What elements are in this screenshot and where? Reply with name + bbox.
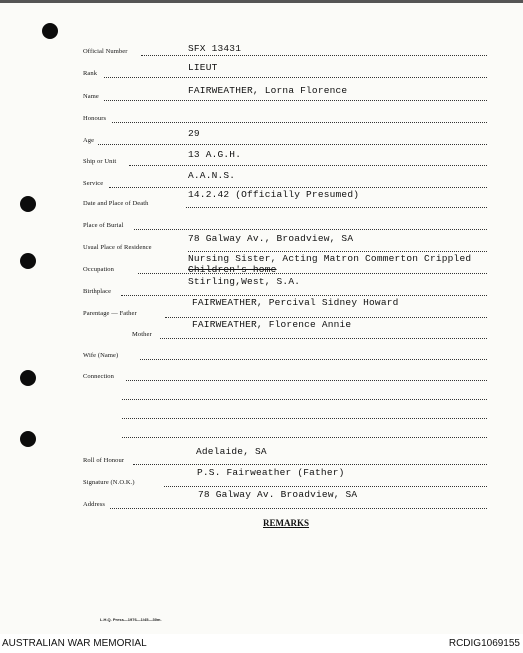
label-usual-residence: Usual Place of Residence bbox=[83, 244, 152, 251]
label-mother: Mother bbox=[132, 331, 152, 338]
value-service: A.A.N.S. bbox=[188, 170, 236, 181]
label-age: Age bbox=[83, 137, 95, 144]
rule-official-number bbox=[141, 55, 487, 56]
punch-hole-4 bbox=[20, 370, 36, 386]
rule-connection-2 bbox=[122, 399, 487, 400]
label-date-place-death: Date and Place of Death bbox=[83, 200, 149, 207]
label-service: Service bbox=[83, 180, 104, 187]
rule-honours bbox=[112, 122, 487, 123]
footer-institution: AUSTRALIAN WAR MEMORIAL bbox=[2, 638, 147, 649]
label-address: Address bbox=[83, 501, 106, 508]
punch-hole-1 bbox=[42, 23, 58, 39]
rule-name bbox=[104, 100, 487, 101]
value-occupation-line1: Nursing Sister, Acting Matron Commerton Crippled bbox=[188, 253, 472, 264]
rule-service bbox=[109, 187, 487, 188]
rule-roll-of-honour bbox=[133, 464, 487, 465]
label-roll-of-honour: Roll of Honour bbox=[83, 457, 125, 464]
rule-parentage-father bbox=[165, 317, 487, 318]
label-parentage-father: Parentage — Father bbox=[83, 310, 137, 317]
remarks-heading: REMARKS bbox=[263, 518, 310, 528]
rule-wife bbox=[140, 359, 487, 360]
label-rank: Rank bbox=[83, 70, 98, 77]
value-name: FAIRWEATHER, Lorna Florence bbox=[188, 85, 348, 96]
value-roll-of-honour: Adelaide, SA bbox=[196, 446, 267, 457]
rule-connection-3 bbox=[122, 418, 487, 419]
label-connection: Connection bbox=[83, 373, 114, 380]
value-father: FAIRWEATHER, Percival Sidney Howard bbox=[192, 297, 399, 308]
label-honours: Honours bbox=[83, 115, 107, 122]
rule-connection-4 bbox=[122, 437, 487, 438]
rule-address bbox=[110, 508, 487, 509]
label-wife: Wife (Name) bbox=[83, 352, 119, 359]
label-occupation: Occupation bbox=[83, 266, 114, 273]
value-occupation-line2: Children's home bbox=[188, 264, 277, 275]
punch-hole-2 bbox=[20, 196, 36, 212]
rule-age bbox=[98, 144, 487, 145]
value-birthplace: Stirling,West, S.A. bbox=[188, 276, 301, 287]
punch-hole-3 bbox=[20, 253, 36, 269]
rule-mother bbox=[160, 338, 487, 339]
rule-date-place-death bbox=[186, 207, 487, 208]
rule-connection bbox=[126, 380, 487, 381]
rule-place-of-burial bbox=[134, 229, 487, 230]
label-birthplace: Birthplace bbox=[83, 288, 112, 295]
rule-usual-residence bbox=[188, 251, 487, 252]
footer-record-id: RCDIG1069155 bbox=[448, 638, 520, 649]
value-date-place-death: 14.2.42 (Officially Presumed) bbox=[188, 189, 360, 200]
label-ship-or-unit: Ship or Unit bbox=[83, 158, 117, 165]
value-signature: P.S. Fairweather (Father) bbox=[197, 467, 345, 478]
value-rank: LIEUT bbox=[188, 62, 218, 73]
rule-ship-or-unit bbox=[129, 165, 487, 166]
print-note: L.H.Q. Press—1976—1/45—30m. bbox=[100, 617, 162, 622]
rule-signature bbox=[164, 486, 487, 487]
value-ship-or-unit: 13 A.G.H. bbox=[188, 149, 242, 160]
rule-rank bbox=[104, 77, 487, 78]
value-mother: FAIRWEATHER, Florence Annie bbox=[192, 319, 352, 330]
label-signature: Signature (N.O.K.) bbox=[83, 479, 135, 486]
value-official-number: SFX 13431 bbox=[188, 43, 242, 54]
value-address: 78 Galway Av. Broadview, SA bbox=[198, 489, 358, 500]
value-age: 29 bbox=[188, 128, 200, 139]
label-place-of-burial: Place of Burial bbox=[83, 222, 124, 229]
label-name: Name bbox=[83, 93, 99, 100]
label-official-number: Official Number bbox=[83, 48, 128, 55]
rule-birthplace bbox=[121, 295, 487, 296]
punch-hole-5 bbox=[20, 431, 36, 447]
value-usual-residence: 78 Galway Av., Broadview, SA bbox=[188, 233, 354, 244]
